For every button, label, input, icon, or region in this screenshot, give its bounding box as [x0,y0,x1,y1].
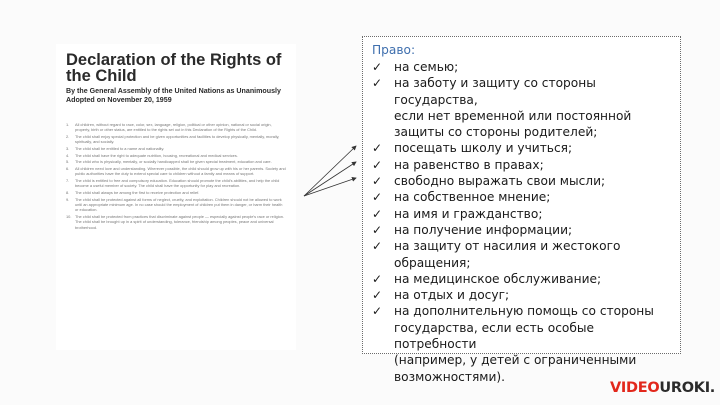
rights-item-text: на семью; [394,60,459,74]
rights-list-item [372,59,680,75]
checkmark-icon: ✓ [372,60,383,74]
rights-item-text: (например, у детей с ограниченными [394,353,637,368]
document-item-text: The child shall be protected from practices that discriminate against people — especially against people's race or religion. The child shall be brought up in a spirit of understanding, tolerance, friendship among peoples, peace and universal brotherhood. [75,213,285,230]
document-item-text: The child shall have the right to adequate nutrition, housing, recreational and medical services. [75,152,238,158]
checkmark-icon: ✓ [372,288,383,303]
arrow-2 [304,162,356,196]
rights-item-text: государства, если есть особые потребности [394,320,594,352]
document-item-text: The child shall be protected against all forms of neglect, cruelty, and exploitation. Children should not be allowed to work until an appropriate minimum age. In no case should the employment of children put them in danger, or harm their health or education. [75,196,283,213]
document-item-text: The child shall always be among the first to receive protection and relief. [75,190,200,195]
document-item [66,153,286,158]
document-item-number: 2. [66,133,70,139]
document-item-text: The child shall enjoy special protection and be given opportunities and facilities to develop physically, mentally, morally, spiritually, and socially. [75,133,280,145]
rights-item-text: посещать школу и учиться; [394,141,573,156]
document-item [66,197,286,213]
checkmark-icon: ✓ [372,222,383,237]
rights-item-text: возможностями). [394,369,506,384]
checkmark-icon: ✓ [372,206,383,221]
rights-list-item [372,140,680,156]
document-item-number: 9. [66,196,70,202]
rights-item-text: если нет временной или постоянной [394,108,632,123]
rights-item-text: на равенство в правах; [394,157,544,172]
rights-item-text: на заботу и защиту со стороны государства, [394,76,596,107]
document-item [66,122,286,133]
document-item-text: The child is entitled to free and compulsory education. Education should promote the child's abilities, and help the child become a useful member of society. The child shall have the opportunity for play and recreation. [75,178,280,189]
document-item [66,178,286,189]
document-item [66,159,286,164]
rights-list [372,59,680,385]
rights-list-item [372,271,680,287]
document-item-number: 10. [66,213,72,219]
arrow-3 [304,178,356,196]
document-item [66,134,286,145]
rights-list-item [372,320,680,353]
checkmark-icon: ✓ [372,157,383,172]
checkmark-icon: ✓ [372,76,383,91]
rights-item-text: на получение информации; [394,222,573,237]
rights-list-item [372,222,680,238]
checkmark-icon: ✓ [372,271,383,286]
document-item-number: 3. [66,145,70,151]
rights-list-item [372,189,680,205]
document-item [66,214,286,230]
rights-list-item [372,303,680,319]
logo-part-2: UROKI. [659,380,715,396]
rights-list-item [372,352,680,368]
videouroki-logo [610,380,715,396]
document-item-number: 4. [66,152,70,158]
document-item-text: All children, without regard to race, color, sex, language, religion, political or other opinion, national or social origin, property, birth or other status, are entitled to the rights set out in this Declaration of the Rights of the Child. [75,122,272,133]
arrow-1 [304,146,356,196]
logo-part-1: VIDEO [610,380,660,396]
document-item-text: The child who is physically, mentally, or socially handicapped shall be given special treatment, education and care. [75,159,272,165]
rights-item-text: обращения; [394,255,471,270]
document-item-number: 1. [66,122,70,127]
document-title: Declaration of the Rights of the Child [66,51,282,85]
rights-panel [362,36,681,384]
document-item [66,190,286,195]
document-item-number: 5. [66,159,70,165]
rights-list-item [372,255,680,271]
document-body [66,122,286,231]
document-item-number: 7. [66,178,70,184]
checkmark-icon: ✓ [372,304,383,319]
rights-item-text: защиты со стороны родителей; [394,125,598,140]
rights-item-text: на собственное мнение; [394,190,551,205]
document-item [66,146,286,151]
panel-title: Право: [372,43,416,57]
checkmark-icon: ✓ [372,239,383,254]
checkmark-icon: ✓ [372,190,383,205]
rights-item-text: на отдых и досуг; [394,288,510,303]
rights-list-item [372,173,680,189]
document-subtitle: By the General Assembly of the United Nations as Unanimously Adopted on November 20, 1959 [66,87,281,104]
declaration-document-image [56,44,296,350]
document-item-number: 8. [66,190,70,195]
rights-item-text: на защиту от насилия и жестокого [394,239,621,254]
document-item-text: The child shall be entitled to a name and nationality. [75,145,165,151]
checkmark-icon: ✓ [372,174,383,189]
checkmark-icon: ✓ [372,141,383,156]
rights-list-item [372,75,680,108]
rights-item-text: свободно выражать свои мысли; [394,174,606,189]
document-item-number: 6. [66,166,70,172]
rights-item-text: на дополнительную помощь со стороны [394,304,654,319]
rights-list-item [372,206,680,222]
rights-item-text: на медицинское обслуживание; [394,271,602,286]
rights-list-item [372,287,680,303]
rights-list-item [372,108,680,124]
document-item [66,166,286,177]
rights-list-item [372,238,680,254]
document-item-text: All children need love and understanding. Wherever possible, the child should grow up with his or her parents. Society and public authorities have the duty to extend special care to children without a family and means of support. [75,166,286,177]
rights-list-item [372,124,680,140]
rights-list-item [372,157,680,173]
rights-item-text: на имя и гражданство; [394,206,543,221]
